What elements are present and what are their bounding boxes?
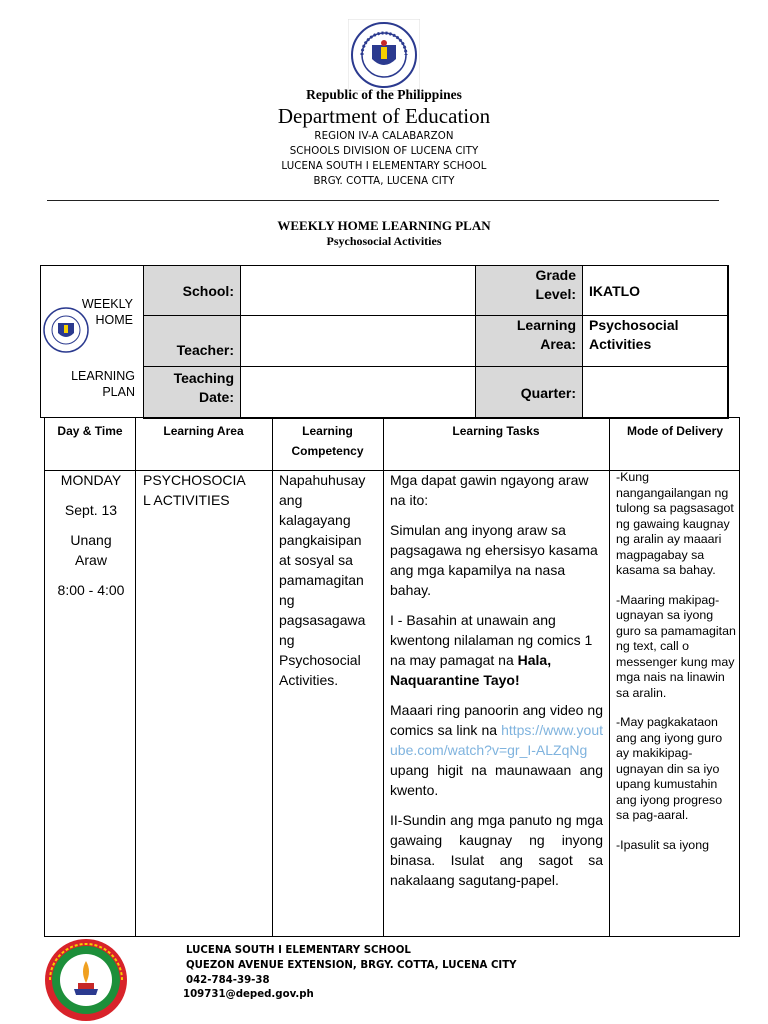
mode-of-delivery-cell — [616, 470, 736, 867]
plan-subtitle: Psychosocial Activities — [326, 234, 442, 248]
footer-phone: 042-784-39-38 — [186, 975, 270, 986]
competency-line: Psychosocial — [279, 652, 361, 668]
grade-level-field[interactable]: IKATLO — [582, 265, 729, 316]
header-day-time: Day & Time — [57, 424, 123, 438]
teaching-date-field[interactable] — [240, 366, 476, 419]
mode-teacher-checkin: -May pagkakataon ang ang iyong guro ay makikipag-ugnayan din sa iyo upang kumustahin ang iyong progreso sa pag-aaral. — [616, 715, 723, 822]
header-barangay: BRGY. COTTA, LUCENA CITY — [313, 176, 455, 187]
header-learning-tasks: Learning Tasks — [452, 424, 540, 438]
day-time-cell — [45, 470, 137, 610]
footer-address: QUEZON AVENUE EXTENSION, BRGY. COTTA, LUCENA CITY — [186, 960, 517, 971]
grade-level-label: Grade Level: — [475, 265, 583, 316]
task-exercise: Simulan ang inyong araw sa pagsagawa ng ehersisyo kasama ang mga kapamilya na nasa bahay. — [390, 522, 598, 598]
footer-email[interactable]: 109731@deped.gov.ph — [183, 989, 314, 1000]
plan-label: PLAN — [102, 385, 135, 399]
header-department: Department of Education — [277, 104, 491, 128]
youtube-link[interactable]: https://www.youtube.com/watch?v=gr_I-ALZqNg — [390, 722, 603, 758]
plan-info-table — [40, 265, 728, 418]
competency-line: Activities. — [279, 672, 339, 688]
deped-seal-logo — [348, 19, 420, 91]
learning-plan-table — [44, 417, 740, 937]
day-name: MONDAY — [60, 472, 122, 488]
competency-line: pagsasagawa — [279, 612, 366, 628]
header-learning-area: Learning Area — [163, 424, 244, 438]
home-label: HOME — [95, 313, 133, 327]
learning-label: LEARNING — [71, 369, 135, 383]
day-label: Unang Araw — [70, 532, 112, 568]
competency-line: Napahuhusay — [279, 472, 366, 488]
header-republic: Republic of the Philippines — [306, 87, 462, 102]
competency-line: ng — [279, 592, 295, 608]
quarter-field[interactable] — [582, 366, 729, 419]
task-intro: Mga dapat gawin ngayong araw na ito: — [390, 472, 589, 508]
task-read-comics: I - Basahin at unawain ang kwentong nilalaman ng comics 1 na may pamagat na Hala, Naquarantine Tayo! — [390, 612, 593, 688]
teaching-date-label: Teaching Date: — [143, 366, 241, 419]
competency-line: ng — [279, 632, 295, 648]
competency-line: ang — [279, 492, 303, 508]
mode-contact-teacher: -Maaring makipag-ugnayan sa iyong guro sa pamamagitan ng text, call o messenger kung may mga nais na linawin sa aralin. — [616, 592, 736, 700]
teacher-label: Teacher: — [143, 315, 241, 367]
learning-area-field[interactable]: Psychosocial Activities — [582, 315, 729, 367]
plan-title: WEEKLY HOME LEARNING PLAN — [277, 218, 491, 233]
header-division: SCHOOLS DIVISION OF LUCENA CITY — [289, 146, 479, 157]
day-date: Sept. 13 — [64, 502, 118, 518]
learning-area-label: Learning Area: — [475, 315, 583, 367]
teacher-field[interactable] — [240, 315, 476, 367]
task-follow-instructions: II-Sundin ang mga panuto ng mga gawaing kaugnay ng inyong binasa. Isulat ang sagot sa nakalaang sagutang-papel. — [390, 812, 603, 888]
competency-line: pamamagitan — [279, 572, 364, 588]
mode-submit: -Ipasulit sa iyong — [616, 837, 709, 852]
task-watch-video: Maaari ring panoorin ang video ng comics sa link na https://www.youtube.com/watch?v=gr_I-ALZqNg upang higit na maunawaan ang kwento. — [390, 702, 603, 798]
school-field[interactable] — [240, 265, 476, 316]
competency-line: kalagayang — [279, 512, 351, 528]
school-label: School: — [143, 265, 241, 316]
header-divider — [47, 200, 719, 201]
footer-school: LUCENA SOUTH I ELEMENTARY SCHOOL — [186, 945, 411, 956]
learning-competency-cell — [279, 470, 379, 690]
competency-line: at sosyal sa — [279, 552, 353, 568]
header-region: REGION IV-A CALABARZON — [314, 131, 454, 142]
learning-tasks-cell — [390, 470, 603, 900]
day-time: 8:00 - 4:00 — [57, 582, 125, 598]
weekly-label: WEEKLY — [81, 297, 133, 311]
header-learning-competency: Learning Competency — [291, 424, 364, 458]
school-logo — [40, 937, 132, 1023]
learning-area-cell: PSYCHOSOCIA L ACTIVITIES — [143, 472, 246, 508]
header-school: LUCENA SOUTH I ELEMENTARY SCHOOL — [281, 161, 487, 172]
competency-line: pangkaisipan — [279, 532, 362, 548]
header-mode-of-delivery: Mode of Delivery — [626, 424, 724, 438]
mode-guidance: -Kung nangangailangan ng tulong sa pagsasagot ng gawaing kaugnay ng aralin ay maaari magpagabay sa kasama sa bahay. — [616, 470, 734, 577]
quarter-label: Quarter: — [475, 366, 583, 419]
